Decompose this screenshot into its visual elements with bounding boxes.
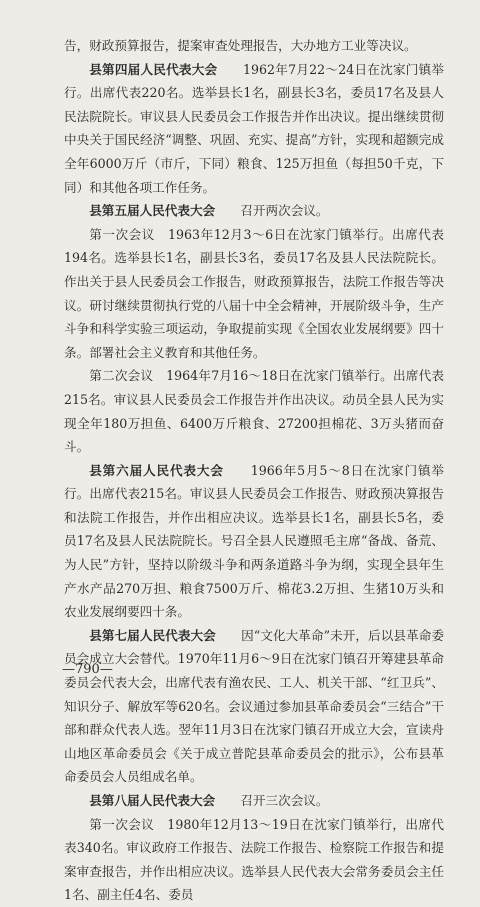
document-body xyxy=(64,34,444,907)
paragraph xyxy=(64,58,444,200)
paragraph xyxy=(64,199,444,223)
paragraph-title: 县第六届人民代表大会 xyxy=(89,462,224,478)
page-number: —790— xyxy=(62,662,113,677)
paragraph-text: 因“文化大革命”未开，后以县革命委员会成立大会替代。1970年11月6～9日在沈家门镇召开筹建县革命委员会代表大会，出席代表有渔农民、工人、机关干部、“红卫兵”、知识分子、解放军等620名。会议通过参加县革命委员会“三结合”干部和群众代表人选。翌年11月3日在沈家门镇召开成立大会，宣读舟山地区革命委员会《关于成立普陀县革命委员会的批示》，公布县革命委员会人员组成名单。 xyxy=(64,627,444,785)
paragraph-text: 召开两次会议。 xyxy=(215,203,329,219)
paragraph xyxy=(64,34,444,58)
paragraph xyxy=(64,624,444,789)
paragraph-text: 第一次会议 1980年12月13～19日在沈家门镇举行，出席代表340名。审议政府工作报告、法院工作报告、检察院工作报告和提案审查报告，并作出相应决议。选举县人民代表大会常务委员会主任1名、副主任4名、委员 xyxy=(64,816,444,903)
paragraph xyxy=(64,813,444,907)
paragraph-text: 第一次会议 1963年12月3～6日在沈家门镇举行。出席代表194名。选举县长1名，副县长3名，委员17名及县人民法院院长。作出关于县人民委员会工作报告，财政预算报告，法院工作报告等决议。研讨继续贯彻执行党的八届十中全会精神，开展阶级斗争，生产斗争和科学实验三项运动，争取提前实现《全国农业发展纲要》四十条。部署社会主义教育和其他任务。 xyxy=(64,226,444,360)
paragraph xyxy=(64,364,444,458)
paragraph xyxy=(64,223,444,365)
paragraph-text: 1962年7月22～24日在沈家门镇举行。出席代表220名。选举县长1名，副县长3名，委员17名及县人民法院院长。审议县人民委员会工作报告并作出决议。提出继续贯彻中央关于国民经济“调整、巩固、充实、提高”方针，实现和超额完成全年6000万斤（市斤，下同）粮食、125万担鱼（每担50千克，下同）和其他各项工作任务。 xyxy=(64,61,444,195)
paragraph-text: 告，财政预算报告，提案审查处理报告，大办地方工业等决议。 xyxy=(64,38,417,53)
paragraph-title: 县第七届人民代表大会 xyxy=(89,627,216,643)
paragraph-title: 县第八届人民代表大会 xyxy=(89,793,216,808)
paragraph-text: 1966年5月5～8日在沈家门镇举行。出席代表215名。审议县人民委员会工作报告、财政预决算报告和法院工作报告，并作出相应决议。选举县长1名，副县长5名，委员17名及县人民法院院长。号召全县人民遵照毛主席“备战、备荒、为人民”方针，坚持以阶级斗争和两条道路斗争为纲，实现全县年生产水产品270万担、粮食7500万斤、棉花3.2万担、生猪10万头和农业发展纲要四十条。 xyxy=(64,462,445,620)
paragraph-title: 县第四届人民代表大会 xyxy=(89,61,218,77)
paragraph-text: 第二次会议 1964年7月16～18日在沈家门镇举行。出席代表215名。审议县人民委员会工作报告并作出决议。动员全县人民为实现全年180万担鱼、6400万斤粮食、27200担棉花、3万头猪而奋斗。 xyxy=(64,368,444,455)
paragraph-title: 县第五届人民代表大会 xyxy=(89,203,216,219)
paragraph xyxy=(64,789,444,813)
paragraph-text: 召开三次会议。 xyxy=(215,793,329,808)
paragraph xyxy=(64,459,444,624)
